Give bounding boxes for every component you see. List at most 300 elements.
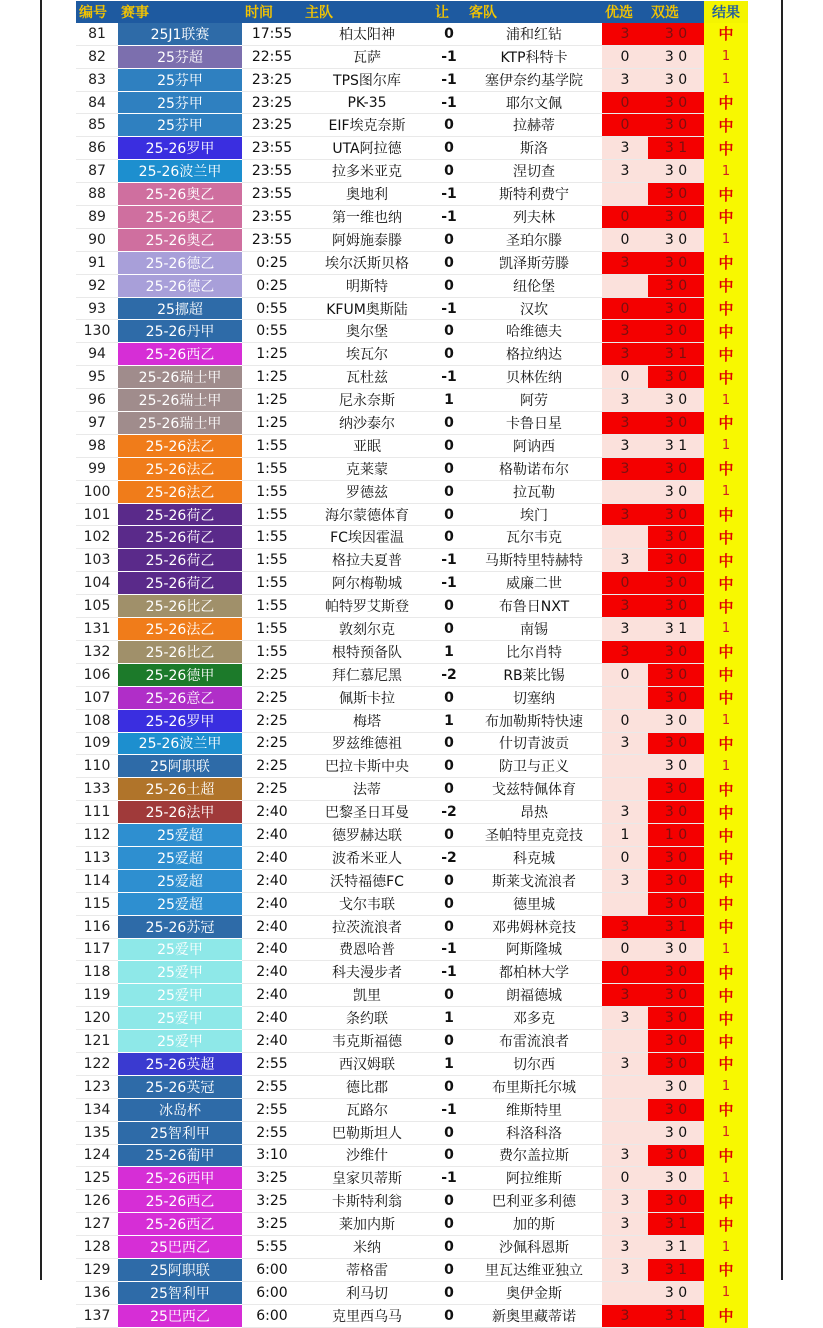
result-cell: 1 — [704, 618, 748, 641]
result-cell: 1 — [704, 389, 748, 412]
pick-cell: 0 — [602, 366, 648, 389]
double-pick-cell: 3 0 — [648, 389, 704, 412]
match-id: 107 — [76, 686, 118, 709]
result-cell: 1 — [704, 480, 748, 503]
handicap: 0 — [432, 984, 466, 1007]
table-row — [76, 778, 748, 801]
match-id: 116 — [76, 915, 118, 938]
match-id: 129 — [76, 1258, 118, 1281]
match-id: 102 — [76, 526, 118, 549]
pick-cell: 0 — [602, 961, 648, 984]
league-cell: 25挪超 — [118, 297, 242, 320]
handicap: 0 — [432, 412, 466, 435]
match-id: 120 — [76, 1007, 118, 1030]
home-team: 尼永奈斯 — [302, 389, 432, 412]
away-team: 什切青波贡 — [466, 732, 602, 755]
away-team: KTP科特卡 — [466, 45, 602, 68]
home-team: EIF埃克奈斯 — [302, 114, 432, 137]
double-pick-cell: 3 0 — [648, 778, 704, 801]
league-cell: 25阿职联 — [118, 755, 242, 778]
pick-cell: 3 — [602, 503, 648, 526]
handicap: -1 — [432, 45, 466, 68]
away-team: 斯莱戈流浪者 — [466, 869, 602, 892]
table-row — [76, 663, 748, 686]
kickoff-time: 2:40 — [242, 869, 302, 892]
league-cell: 25-26法甲 — [118, 801, 242, 824]
home-team: UTA阿拉德 — [302, 137, 432, 160]
away-team: 科克城 — [466, 846, 602, 869]
double-pick-cell: 3 0 — [648, 732, 704, 755]
result-cell: 1 — [704, 45, 748, 68]
home-team: 瓦路尔 — [302, 1098, 432, 1121]
table-row — [76, 961, 748, 984]
home-team: 巴勒斯坦人 — [302, 1121, 432, 1144]
result-cell: 1 — [704, 938, 748, 961]
match-id: 100 — [76, 480, 118, 503]
pick-cell: 3 — [602, 1144, 648, 1167]
home-team: FC埃因霍温 — [302, 526, 432, 549]
kickoff-time: 2:25 — [242, 755, 302, 778]
match-id: 125 — [76, 1167, 118, 1190]
league-cell: 25-26荷乙 — [118, 572, 242, 595]
match-id: 91 — [76, 251, 118, 274]
handicap: 0 — [432, 434, 466, 457]
match-id: 101 — [76, 503, 118, 526]
result-cell: 中 — [704, 846, 748, 869]
home-team: 明斯特 — [302, 274, 432, 297]
league-cell: 25-26德甲 — [118, 663, 242, 686]
away-team: 格勒诺布尔 — [466, 457, 602, 480]
kickoff-time: 3:25 — [242, 1190, 302, 1213]
kickoff-time: 1:55 — [242, 640, 302, 663]
away-team: 布加勒斯特快速 — [466, 709, 602, 732]
double-pick-cell: 3 1 — [648, 915, 704, 938]
league-cell: 25-26奥乙 — [118, 206, 242, 229]
handicap: 0 — [432, 274, 466, 297]
away-team: 浦和红钻 — [466, 23, 602, 45]
match-id: 123 — [76, 1075, 118, 1098]
table-row — [76, 366, 748, 389]
result-cell: 中 — [704, 457, 748, 480]
home-team: 巴拉卡斯中央 — [302, 755, 432, 778]
home-team: 埃尔沃斯贝格 — [302, 251, 432, 274]
kickoff-time: 2:40 — [242, 892, 302, 915]
handicap: 1 — [432, 709, 466, 732]
league-cell: 25-26瑞士甲 — [118, 412, 242, 435]
match-id: 81 — [76, 23, 118, 45]
home-team: TPS图尔库 — [302, 68, 432, 91]
double-pick-cell: 3 0 — [648, 228, 704, 251]
result-cell: 中 — [704, 663, 748, 686]
table-row — [76, 1281, 748, 1304]
kickoff-time: 1:55 — [242, 503, 302, 526]
double-pick-cell: 3 0 — [648, 1007, 704, 1030]
kickoff-time: 6:00 — [242, 1304, 302, 1327]
table-row — [76, 732, 748, 755]
left-frame-line — [40, 0, 42, 1280]
table-row — [76, 91, 748, 114]
table-row — [76, 320, 748, 343]
kickoff-time: 2:40 — [242, 938, 302, 961]
away-team: 卡鲁日星 — [466, 412, 602, 435]
home-team: 瓦萨 — [302, 45, 432, 68]
home-team: 费恩哈普 — [302, 938, 432, 961]
league-cell: 25-26西乙 — [118, 343, 242, 366]
away-team: 斯洛 — [466, 137, 602, 160]
result-cell: 中 — [704, 526, 748, 549]
match-id: 82 — [76, 45, 118, 68]
away-team: 阿斯隆城 — [466, 938, 602, 961]
kickoff-time: 2:40 — [242, 824, 302, 847]
league-cell: 25-26英冠 — [118, 1075, 242, 1098]
away-team: 里瓦达维亚独立 — [466, 1258, 602, 1281]
away-team: 阿讷西 — [466, 434, 602, 457]
table-row — [76, 1007, 748, 1030]
result-cell: 中 — [704, 984, 748, 1007]
away-team: 切塞纳 — [466, 686, 602, 709]
away-team: 汉坎 — [466, 297, 602, 320]
result-cell: 中 — [704, 824, 748, 847]
match-id: 98 — [76, 434, 118, 457]
handicap: 1 — [432, 1052, 466, 1075]
home-team: 沃特福德FC — [302, 869, 432, 892]
away-team: 新奥里藏蒂诺 — [466, 1304, 602, 1327]
result-cell: 中 — [704, 91, 748, 114]
pick-cell — [602, 1121, 648, 1144]
league-cell: 25-26比乙 — [118, 595, 242, 618]
match-id: 131 — [76, 618, 118, 641]
table-row — [76, 869, 748, 892]
pick-cell — [602, 274, 648, 297]
result-cell: 中 — [704, 595, 748, 618]
league-cell: 25-26法乙 — [118, 434, 242, 457]
match-table — [76, 1, 748, 1328]
home-team: 克莱蒙 — [302, 457, 432, 480]
double-pick-cell: 3 0 — [648, 183, 704, 206]
kickoff-time: 2:55 — [242, 1075, 302, 1098]
handicap: 0 — [432, 1075, 466, 1098]
away-team: 比尔肖特 — [466, 640, 602, 663]
double-pick-cell: 3 1 — [648, 137, 704, 160]
match-id: 103 — [76, 549, 118, 572]
result-cell: 中 — [704, 732, 748, 755]
double-pick-cell: 3 0 — [648, 755, 704, 778]
away-team: 涅切查 — [466, 160, 602, 183]
handicap: -2 — [432, 846, 466, 869]
result-cell: 中 — [704, 503, 748, 526]
kickoff-time: 2:40 — [242, 846, 302, 869]
table-row — [76, 618, 748, 641]
handicap: 0 — [432, 1304, 466, 1327]
kickoff-time: 3:10 — [242, 1144, 302, 1167]
league-cell: 25-26德乙 — [118, 251, 242, 274]
match-id: 133 — [76, 778, 118, 801]
result-cell: 中 — [704, 251, 748, 274]
handicap: -1 — [432, 366, 466, 389]
pick-cell: 0 — [602, 1167, 648, 1190]
league-cell: 25-26荷乙 — [118, 503, 242, 526]
home-team: 韦克斯福德 — [302, 1030, 432, 1053]
pick-cell: 3 — [602, 137, 648, 160]
match-id: 96 — [76, 389, 118, 412]
away-team: 戈兹特佩体育 — [466, 778, 602, 801]
pick-cell: 3 — [602, 1052, 648, 1075]
kickoff-time: 1:25 — [242, 412, 302, 435]
kickoff-time: 1:55 — [242, 457, 302, 480]
table-row — [76, 709, 748, 732]
table-row — [76, 228, 748, 251]
handicap: 0 — [432, 503, 466, 526]
double-pick-cell: 3 0 — [648, 68, 704, 91]
table-row — [76, 755, 748, 778]
double-pick-cell: 3 0 — [648, 892, 704, 915]
double-pick-cell: 3 0 — [648, 366, 704, 389]
double-pick-cell: 3 0 — [648, 1052, 704, 1075]
away-team: 圣帕特里克竞技 — [466, 824, 602, 847]
home-team: 凯里 — [302, 984, 432, 1007]
double-pick-cell: 3 0 — [648, 572, 704, 595]
handicap: 0 — [432, 869, 466, 892]
pick-cell — [602, 778, 648, 801]
away-team: 奥伊金斯 — [466, 1281, 602, 1304]
kickoff-time: 22:55 — [242, 45, 302, 68]
away-team: 加的斯 — [466, 1213, 602, 1236]
table-row — [76, 915, 748, 938]
table-row — [76, 1121, 748, 1144]
pick-cell: 1 — [602, 824, 648, 847]
pick-cell: 3 — [602, 801, 648, 824]
home-team: 卡斯特利翁 — [302, 1190, 432, 1213]
home-team: 柏太阳神 — [302, 23, 432, 45]
table-row — [76, 1167, 748, 1190]
double-pick-cell: 3 0 — [648, 709, 704, 732]
table-row — [76, 846, 748, 869]
home-team: KFUM奥斯陆 — [302, 297, 432, 320]
away-team: 布雷流浪者 — [466, 1030, 602, 1053]
kickoff-time: 1:55 — [242, 618, 302, 641]
home-team: 佩斯卡拉 — [302, 686, 432, 709]
league-cell: 25-26奥乙 — [118, 228, 242, 251]
match-id: 136 — [76, 1281, 118, 1304]
pick-cell: 0 — [602, 114, 648, 137]
kickoff-time: 2:40 — [242, 1007, 302, 1030]
league-cell: 25芬甲 — [118, 114, 242, 137]
kickoff-time: 23:55 — [242, 137, 302, 160]
double-pick-cell: 3 0 — [648, 1144, 704, 1167]
away-team: 沙佩科恩斯 — [466, 1236, 602, 1259]
home-team: 德比郡 — [302, 1075, 432, 1098]
result-cell: 中 — [704, 801, 748, 824]
match-id: 84 — [76, 91, 118, 114]
table-row — [76, 1144, 748, 1167]
league-cell: 25-26荷乙 — [118, 549, 242, 572]
match-id: 134 — [76, 1098, 118, 1121]
pick-cell: 3 — [602, 915, 648, 938]
result-cell: 中 — [704, 892, 748, 915]
league-cell: 25-26葡甲 — [118, 1144, 242, 1167]
result-cell: 中 — [704, 1258, 748, 1281]
double-pick-cell: 3 0 — [648, 45, 704, 68]
home-team: 敦刻尔克 — [302, 618, 432, 641]
kickoff-time: 23:55 — [242, 183, 302, 206]
match-id: 83 — [76, 68, 118, 91]
handicap: 0 — [432, 480, 466, 503]
home-team: 米纳 — [302, 1236, 432, 1259]
home-team: PK-35 — [302, 91, 432, 114]
handicap: 0 — [432, 686, 466, 709]
kickoff-time: 2:25 — [242, 778, 302, 801]
away-team: 哈维德夫 — [466, 320, 602, 343]
kickoff-time: 2:40 — [242, 915, 302, 938]
handicap: -1 — [432, 938, 466, 961]
handicap: 0 — [432, 1213, 466, 1236]
kickoff-time: 3:25 — [242, 1167, 302, 1190]
pick-cell: 3 — [602, 251, 648, 274]
match-id: 92 — [76, 274, 118, 297]
handicap: -1 — [432, 183, 466, 206]
home-team: 蒂格雷 — [302, 1258, 432, 1281]
kickoff-time: 1:25 — [242, 343, 302, 366]
double-pick-cell: 3 0 — [648, 160, 704, 183]
double-pick-cell: 3 0 — [648, 640, 704, 663]
match-id: 88 — [76, 183, 118, 206]
match-id: 108 — [76, 709, 118, 732]
kickoff-time: 2:25 — [242, 732, 302, 755]
pick-cell: 3 — [602, 434, 648, 457]
league-cell: 25-26瑞士甲 — [118, 366, 242, 389]
result-cell: 中 — [704, 412, 748, 435]
kickoff-time: 1:55 — [242, 572, 302, 595]
away-team: 列夫林 — [466, 206, 602, 229]
pick-cell: 0 — [602, 938, 648, 961]
pick-cell — [602, 1075, 648, 1098]
pick-cell: 0 — [602, 846, 648, 869]
double-pick-cell: 3 0 — [648, 961, 704, 984]
pick-cell — [602, 480, 648, 503]
handicap: 0 — [432, 1030, 466, 1053]
pick-cell: 0 — [602, 45, 648, 68]
away-team: 布里斯托尔城 — [466, 1075, 602, 1098]
pick-cell: 3 — [602, 618, 648, 641]
home-team: 格拉夫夏普 — [302, 549, 432, 572]
pick-cell: 0 — [602, 663, 648, 686]
handicap: -1 — [432, 91, 466, 114]
pick-cell — [602, 892, 648, 915]
away-team: 科洛科洛 — [466, 1121, 602, 1144]
kickoff-time: 1:55 — [242, 480, 302, 503]
handicap: 0 — [432, 915, 466, 938]
away-team: 邓弗姆林竞技 — [466, 915, 602, 938]
match-id: 99 — [76, 457, 118, 480]
league-cell: 25巴西乙 — [118, 1304, 242, 1327]
handicap: -1 — [432, 297, 466, 320]
double-pick-cell: 3 1 — [648, 618, 704, 641]
kickoff-time: 0:25 — [242, 251, 302, 274]
league-cell: 25巴西乙 — [118, 1236, 242, 1259]
table-row — [76, 1190, 748, 1213]
home-team: 利马切 — [302, 1281, 432, 1304]
league-cell: 25智利甲 — [118, 1281, 242, 1304]
kickoff-time: 0:55 — [242, 297, 302, 320]
table-row — [76, 526, 748, 549]
handicap: 0 — [432, 320, 466, 343]
pick-cell: 3 — [602, 595, 648, 618]
double-pick-cell: 3 0 — [648, 686, 704, 709]
league-cell: 25-26苏冠 — [118, 915, 242, 938]
handicap: 0 — [432, 778, 466, 801]
result-cell: 1 — [704, 434, 748, 457]
league-cell: 25-26德乙 — [118, 274, 242, 297]
kickoff-time: 2:40 — [242, 1030, 302, 1053]
result-cell: 中 — [704, 915, 748, 938]
table-row — [76, 389, 748, 412]
handicap: -1 — [432, 1098, 466, 1121]
away-team: 圣珀尔滕 — [466, 228, 602, 251]
double-pick-cell: 3 0 — [648, 1098, 704, 1121]
pick-cell: 0 — [602, 206, 648, 229]
double-pick-cell: 3 0 — [648, 1030, 704, 1053]
table-row — [76, 457, 748, 480]
kickoff-time: 1:25 — [242, 389, 302, 412]
result-cell: 中 — [704, 183, 748, 206]
handicap: 0 — [432, 1258, 466, 1281]
pick-cell — [602, 1098, 648, 1121]
handicap: 0 — [432, 1190, 466, 1213]
double-pick-cell: 3 0 — [648, 297, 704, 320]
home-team: 西汉姆联 — [302, 1052, 432, 1075]
handicap: 0 — [432, 618, 466, 641]
match-id: 106 — [76, 663, 118, 686]
table-row — [76, 595, 748, 618]
match-id: 97 — [76, 412, 118, 435]
result-cell: 中 — [704, 114, 748, 137]
table-row — [76, 984, 748, 1007]
kickoff-time: 17:55 — [242, 23, 302, 45]
handicap: 0 — [432, 114, 466, 137]
pick-cell: 3 — [602, 1213, 648, 1236]
result-cell: 中 — [704, 572, 748, 595]
league-cell: 25-26西乙 — [118, 1213, 242, 1236]
kickoff-time: 3:25 — [242, 1213, 302, 1236]
handicap: 1 — [432, 389, 466, 412]
match-id: 87 — [76, 160, 118, 183]
result-cell: 1 — [704, 1121, 748, 1144]
home-team: 拉多米亚克 — [302, 160, 432, 183]
pick-cell: 3 — [602, 160, 648, 183]
result-cell: 中 — [704, 297, 748, 320]
double-pick-cell: 3 1 — [648, 343, 704, 366]
double-pick-cell: 3 0 — [648, 412, 704, 435]
match-id: 121 — [76, 1030, 118, 1053]
pick-cell: 3 — [602, 1304, 648, 1327]
table-row — [76, 137, 748, 160]
result-cell: 中 — [704, 137, 748, 160]
table-row — [76, 412, 748, 435]
result-cell: 1 — [704, 755, 748, 778]
result-cell: 中 — [704, 549, 748, 572]
away-team: 拉瓦勒 — [466, 480, 602, 503]
double-pick-cell: 3 1 — [648, 1213, 704, 1236]
away-team: 防卫与正义 — [466, 755, 602, 778]
home-team: 拉茨流浪者 — [302, 915, 432, 938]
kickoff-time: 1:55 — [242, 526, 302, 549]
away-team: 费尔盖拉斯 — [466, 1144, 602, 1167]
double-pick-cell: 3 0 — [648, 1121, 704, 1144]
league-cell: 25-26奥乙 — [118, 183, 242, 206]
away-team: 维斯特里 — [466, 1098, 602, 1121]
table-row — [76, 1304, 748, 1327]
table-row — [76, 23, 748, 45]
